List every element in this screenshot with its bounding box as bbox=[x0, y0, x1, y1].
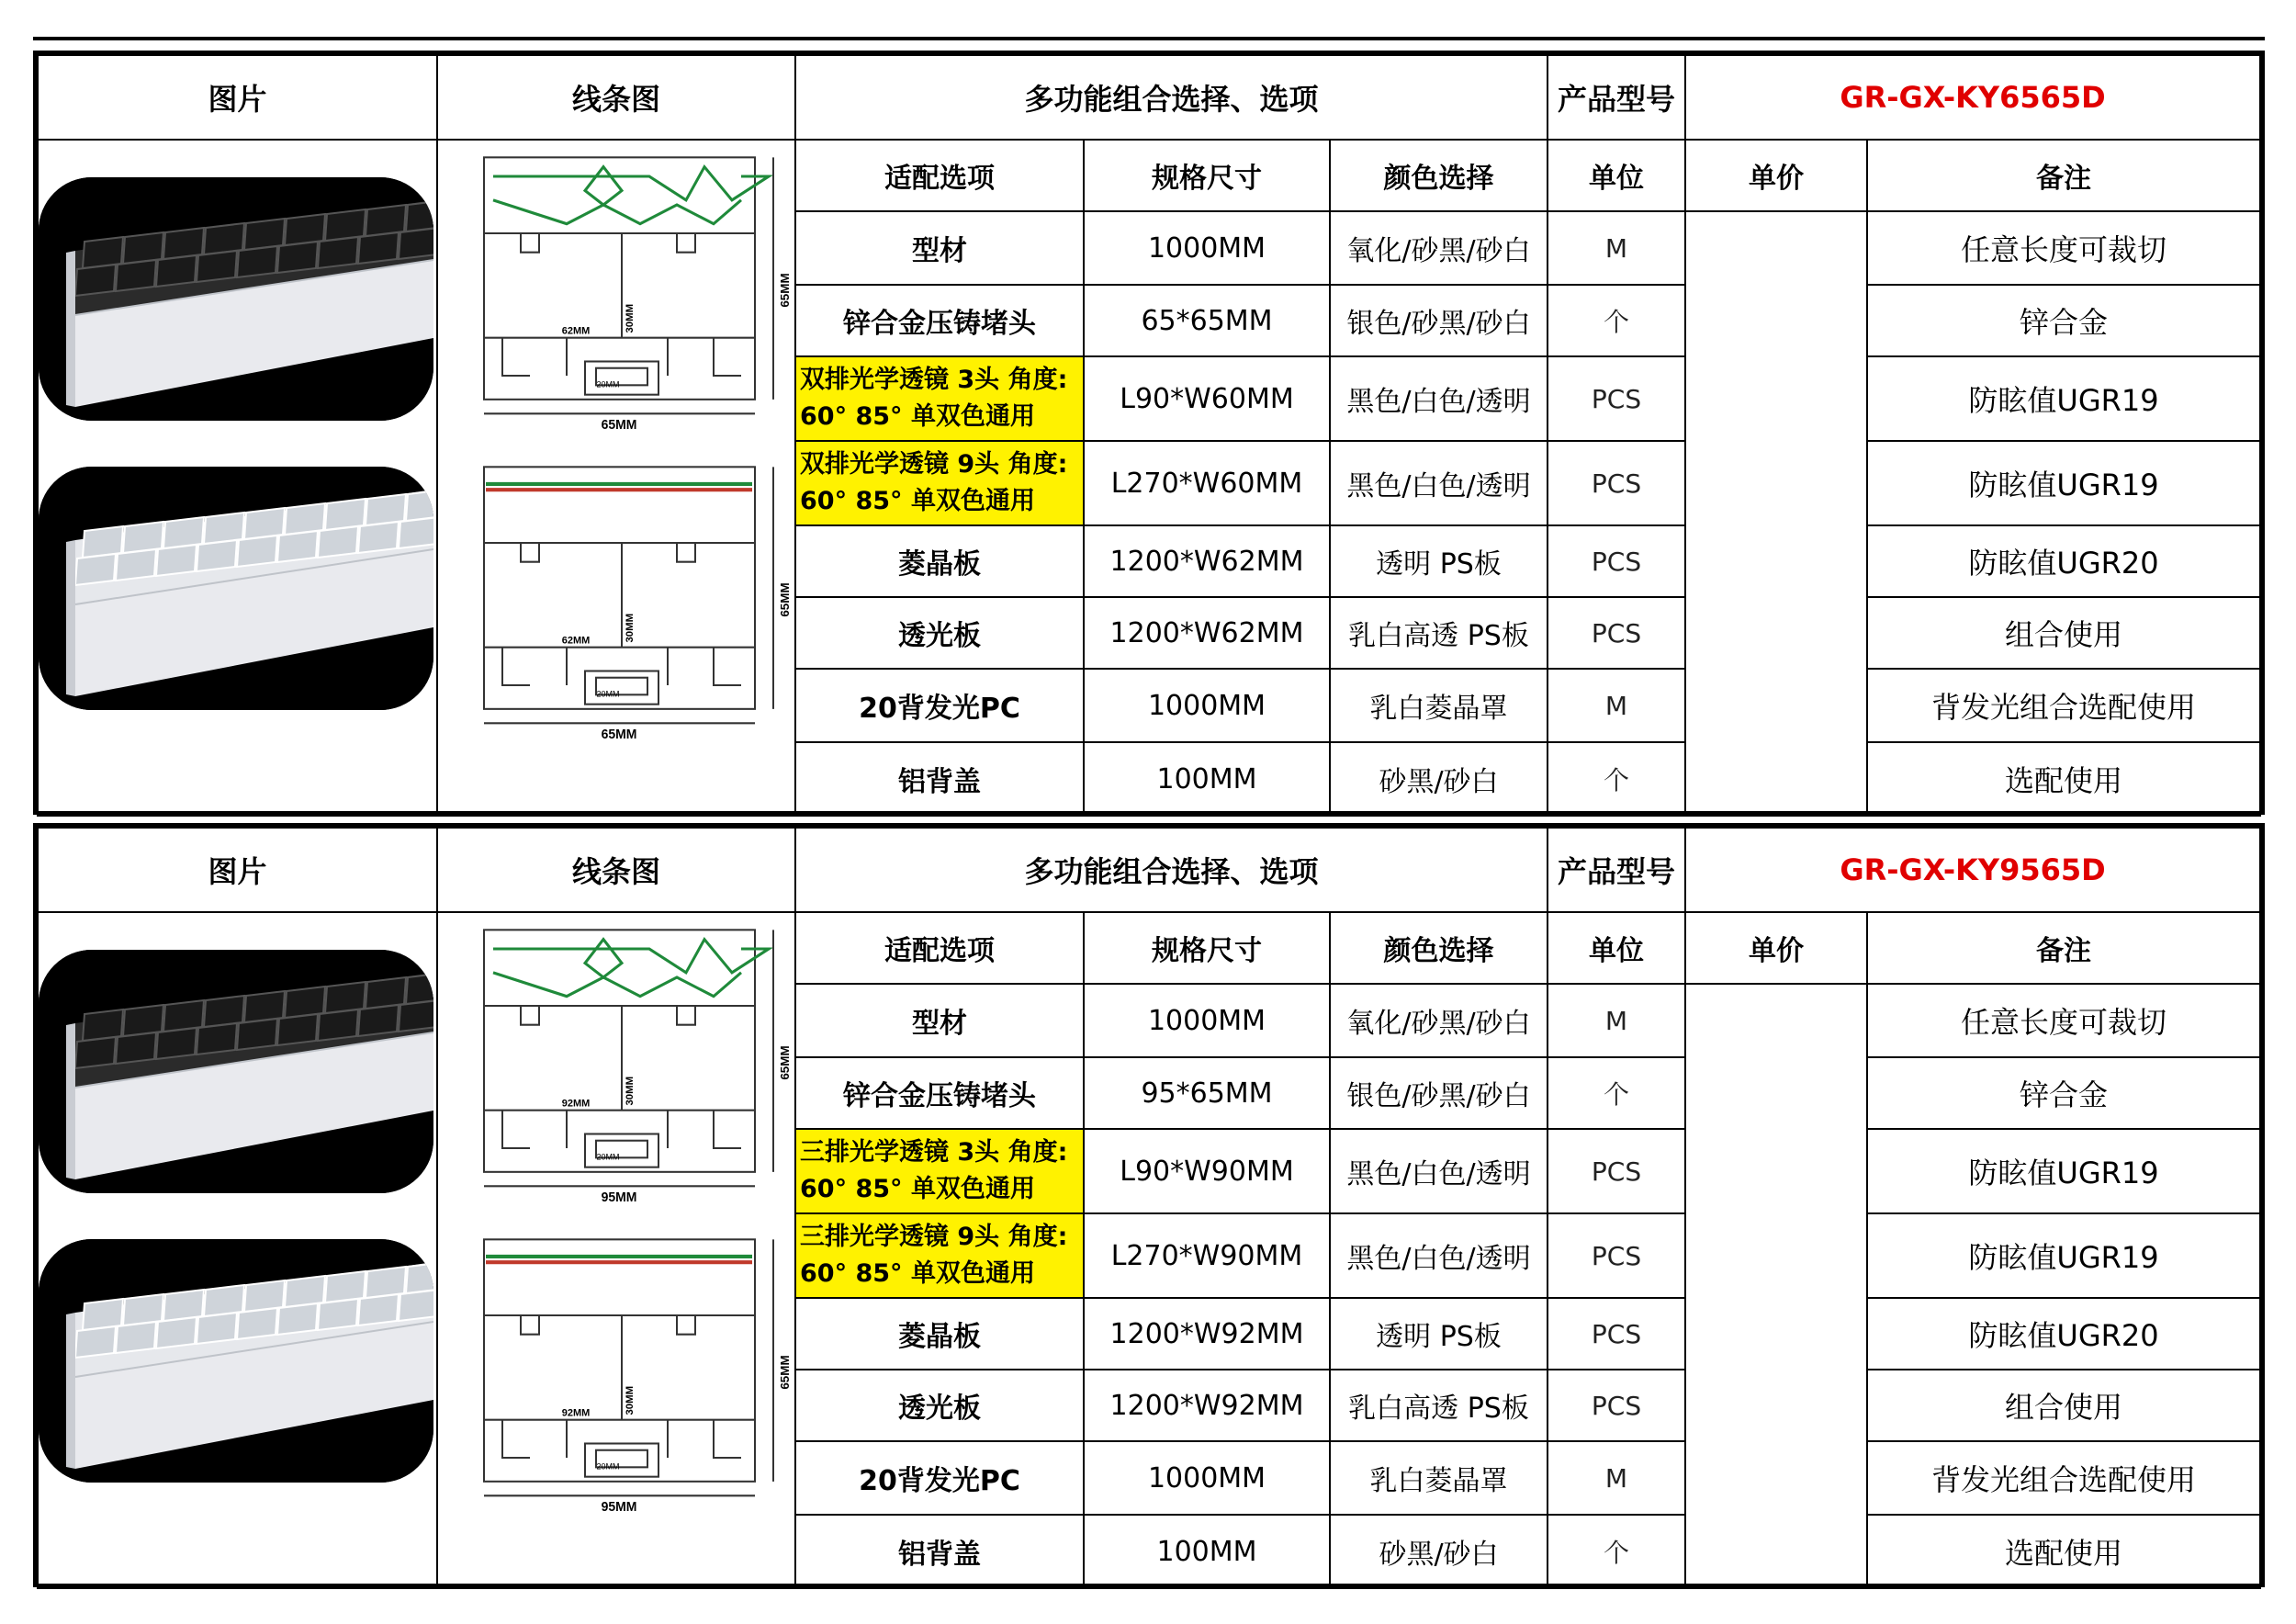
header-picture: 图片 bbox=[38, 828, 437, 912]
row-option-name: 20背发光PC bbox=[795, 1441, 1084, 1515]
row-size: 65*65MM bbox=[1084, 285, 1330, 356]
subheader-size: 规格尺寸 bbox=[1084, 912, 1330, 984]
row-color: 乳白高透 PS板 bbox=[1330, 1370, 1548, 1441]
row-option-name: 菱晶板 bbox=[795, 525, 1084, 597]
top-rule bbox=[33, 37, 2265, 40]
row-size: 1200*W62MM bbox=[1084, 597, 1330, 669]
row-size: 1200*W92MM bbox=[1084, 1370, 1330, 1441]
row-color: 银色/砂黑/砂白 bbox=[1330, 285, 1548, 356]
svg-text:62MM: 62MM bbox=[561, 635, 591, 647]
svg-text:62MM: 62MM bbox=[561, 325, 591, 337]
model-number: GR-GX-KY6565D bbox=[1685, 55, 2260, 140]
row-size: L90*W60MM bbox=[1084, 356, 1330, 441]
row-option-name: 三排光学透镜 3头 角度: 60° 85° 单双色通用 bbox=[795, 1129, 1084, 1213]
row-color: 银色/砂黑/砂白 bbox=[1330, 1057, 1548, 1129]
product-photo-cover bbox=[39, 467, 433, 710]
row-unit: M bbox=[1548, 669, 1685, 742]
product-photos bbox=[38, 140, 437, 816]
row-size: 1000MM bbox=[1084, 211, 1330, 285]
row-unit: M bbox=[1548, 984, 1685, 1057]
row-color: 黑色/白色/透明 bbox=[1330, 441, 1548, 525]
row-note: 防眩值UGR19 bbox=[1867, 441, 2260, 525]
subheader-price: 单价 bbox=[1685, 912, 1867, 984]
row-note: 防眩值UGR19 bbox=[1867, 1129, 2260, 1213]
spec-block-1 bbox=[33, 51, 2265, 815]
price-cell bbox=[1685, 211, 1867, 816]
row-color: 黑色/白色/透明 bbox=[1330, 1129, 1548, 1213]
svg-text:92MM: 92MM bbox=[561, 1098, 591, 1110]
row-unit: 个 bbox=[1548, 1057, 1685, 1129]
row-option-name: 型材 bbox=[795, 984, 1084, 1057]
row-note: 锌合金 bbox=[1867, 1057, 2260, 1129]
row-size: L270*W90MM bbox=[1084, 1213, 1330, 1298]
model-number: GR-GX-KY9565D bbox=[1685, 828, 2260, 912]
row-option-name: 菱晶板 bbox=[795, 1298, 1084, 1370]
row-size: 1200*W92MM bbox=[1084, 1298, 1330, 1370]
row-size: L270*W60MM bbox=[1084, 441, 1330, 525]
header-line-drawing: 线条图 bbox=[437, 828, 795, 912]
row-size: L90*W90MM bbox=[1084, 1129, 1330, 1213]
line-drawings bbox=[437, 912, 795, 1588]
row-unit: PCS bbox=[1548, 1129, 1685, 1213]
profile-drawing-cover bbox=[466, 457, 795, 742]
row-size: 1200*W62MM bbox=[1084, 525, 1330, 597]
row-unit: PCS bbox=[1548, 1370, 1685, 1441]
svg-text:65MM: 65MM bbox=[778, 582, 792, 617]
subheader-size: 规格尺寸 bbox=[1084, 140, 1330, 211]
svg-text:65MM: 65MM bbox=[778, 1355, 792, 1390]
row-note: 背发光组合选配使用 bbox=[1867, 669, 2260, 742]
svg-text:92MM: 92MM bbox=[561, 1407, 591, 1419]
subheader-unit: 单位 bbox=[1548, 912, 1685, 984]
row-size: 100MM bbox=[1084, 1515, 1330, 1588]
row-option-name: 透光板 bbox=[795, 1370, 1084, 1441]
row-size: 100MM bbox=[1084, 742, 1330, 816]
row-note: 防眩值UGR19 bbox=[1867, 356, 2260, 441]
profile-drawing-lens bbox=[466, 148, 795, 433]
subheader-color: 颜色选择 bbox=[1330, 140, 1548, 211]
header-options: 多功能组合选择、选项 bbox=[795, 828, 1548, 912]
subheader-option: 适配选项 bbox=[795, 140, 1084, 211]
subheader-note: 备注 bbox=[1867, 912, 2260, 984]
row-size: 1000MM bbox=[1084, 1441, 1330, 1515]
row-unit: PCS bbox=[1548, 1298, 1685, 1370]
row-option-name: 型材 bbox=[795, 211, 1084, 285]
svg-text:20MM: 20MM bbox=[596, 689, 620, 699]
row-color: 黑色/白色/透明 bbox=[1330, 356, 1548, 441]
row-unit: 个 bbox=[1548, 1515, 1685, 1588]
row-unit: M bbox=[1548, 211, 1685, 285]
svg-text:30MM: 30MM bbox=[625, 303, 636, 333]
svg-text:30MM: 30MM bbox=[625, 613, 636, 643]
row-size: 1000MM bbox=[1084, 669, 1330, 742]
row-unit: PCS bbox=[1548, 441, 1685, 525]
row-unit: PCS bbox=[1548, 1213, 1685, 1298]
row-note: 选配使用 bbox=[1867, 1515, 2260, 1588]
row-option-name: 锌合金压铸堵头 bbox=[795, 285, 1084, 356]
row-size: 95*65MM bbox=[1084, 1057, 1330, 1129]
row-note: 任意长度可裁切 bbox=[1867, 211, 2260, 285]
header-options: 多功能组合选择、选项 bbox=[795, 55, 1548, 140]
spec-table bbox=[37, 54, 2261, 817]
spec-block-2 bbox=[33, 823, 2265, 1587]
row-option-name: 三排光学透镜 9头 角度: 60° 85° 单双色通用 bbox=[795, 1213, 1084, 1298]
row-color: 乳白高透 PS板 bbox=[1330, 597, 1548, 669]
row-color: 透明 PS板 bbox=[1330, 525, 1548, 597]
row-color: 氧化/砂黑/砂白 bbox=[1330, 211, 1548, 285]
row-color: 砂黑/砂白 bbox=[1330, 742, 1548, 816]
row-unit: PCS bbox=[1548, 597, 1685, 669]
row-note: 选配使用 bbox=[1867, 742, 2260, 816]
row-note: 防眩值UGR20 bbox=[1867, 525, 2260, 597]
row-unit: M bbox=[1548, 1441, 1685, 1515]
svg-text:30MM: 30MM bbox=[625, 1076, 636, 1106]
row-unit: PCS bbox=[1548, 525, 1685, 597]
row-option-name: 铝背盖 bbox=[795, 1515, 1084, 1588]
row-color: 乳白菱晶罩 bbox=[1330, 1441, 1548, 1515]
row-color: 黑色/白色/透明 bbox=[1330, 1213, 1548, 1298]
row-color: 砂黑/砂白 bbox=[1330, 1515, 1548, 1588]
row-option-name: 铝背盖 bbox=[795, 742, 1084, 816]
svg-text:65MM: 65MM bbox=[778, 1045, 792, 1080]
row-unit: PCS bbox=[1548, 356, 1685, 441]
row-note: 防眩值UGR20 bbox=[1867, 1298, 2260, 1370]
row-option-name: 20背发光PC bbox=[795, 669, 1084, 742]
subheader-color: 颜色选择 bbox=[1330, 912, 1548, 984]
price-cell bbox=[1685, 984, 1867, 1588]
subheader-option: 适配选项 bbox=[795, 912, 1084, 984]
row-unit: 个 bbox=[1548, 285, 1685, 356]
svg-text:65MM: 65MM bbox=[601, 727, 637, 742]
row-unit: 个 bbox=[1548, 742, 1685, 816]
row-size: 1000MM bbox=[1084, 984, 1330, 1057]
row-color: 透明 PS板 bbox=[1330, 1298, 1548, 1370]
product-photo-cover bbox=[39, 1239, 433, 1483]
spec-table bbox=[37, 827, 2261, 1589]
svg-text:65MM: 65MM bbox=[601, 417, 637, 433]
header-picture: 图片 bbox=[38, 55, 437, 140]
row-color: 氧化/砂黑/砂白 bbox=[1330, 984, 1548, 1057]
subheader-note: 备注 bbox=[1867, 140, 2260, 211]
row-note: 锌合金 bbox=[1867, 285, 2260, 356]
row-note: 防眩值UGR19 bbox=[1867, 1213, 2260, 1298]
header-line-drawing: 线条图 bbox=[437, 55, 795, 140]
header-model-label: 产品型号 bbox=[1548, 55, 1685, 140]
header-model-label: 产品型号 bbox=[1548, 828, 1685, 912]
svg-text:30MM: 30MM bbox=[625, 1385, 636, 1415]
row-option-name: 透光板 bbox=[795, 597, 1084, 669]
row-note: 组合使用 bbox=[1867, 597, 2260, 669]
row-note: 背发光组合选配使用 bbox=[1867, 1441, 2260, 1515]
svg-text:65MM: 65MM bbox=[778, 273, 792, 308]
row-note: 组合使用 bbox=[1867, 1370, 2260, 1441]
svg-text:20MM: 20MM bbox=[596, 1152, 620, 1162]
row-color: 乳白菱晶罩 bbox=[1330, 669, 1548, 742]
row-option-name: 锌合金压铸堵头 bbox=[795, 1057, 1084, 1129]
profile-drawing-cover bbox=[466, 1230, 795, 1515]
row-option-name: 双排光学透镜 3头 角度: 60° 85° 单双色通用 bbox=[795, 356, 1084, 441]
profile-drawing-lens bbox=[466, 920, 795, 1205]
product-photo-lens bbox=[39, 177, 433, 421]
row-option-name: 双排光学透镜 9头 角度: 60° 85° 单双色通用 bbox=[795, 441, 1084, 525]
subheader-price: 单价 bbox=[1685, 140, 1867, 211]
product-photo-lens bbox=[39, 950, 433, 1193]
product-photos bbox=[38, 912, 437, 1588]
row-note: 任意长度可裁切 bbox=[1867, 984, 2260, 1057]
svg-text:20MM: 20MM bbox=[596, 379, 620, 389]
svg-text:95MM: 95MM bbox=[601, 1190, 637, 1205]
svg-text:20MM: 20MM bbox=[596, 1461, 620, 1472]
svg-text:95MM: 95MM bbox=[601, 1499, 637, 1515]
line-drawings bbox=[437, 140, 795, 816]
subheader-unit: 单位 bbox=[1548, 140, 1685, 211]
